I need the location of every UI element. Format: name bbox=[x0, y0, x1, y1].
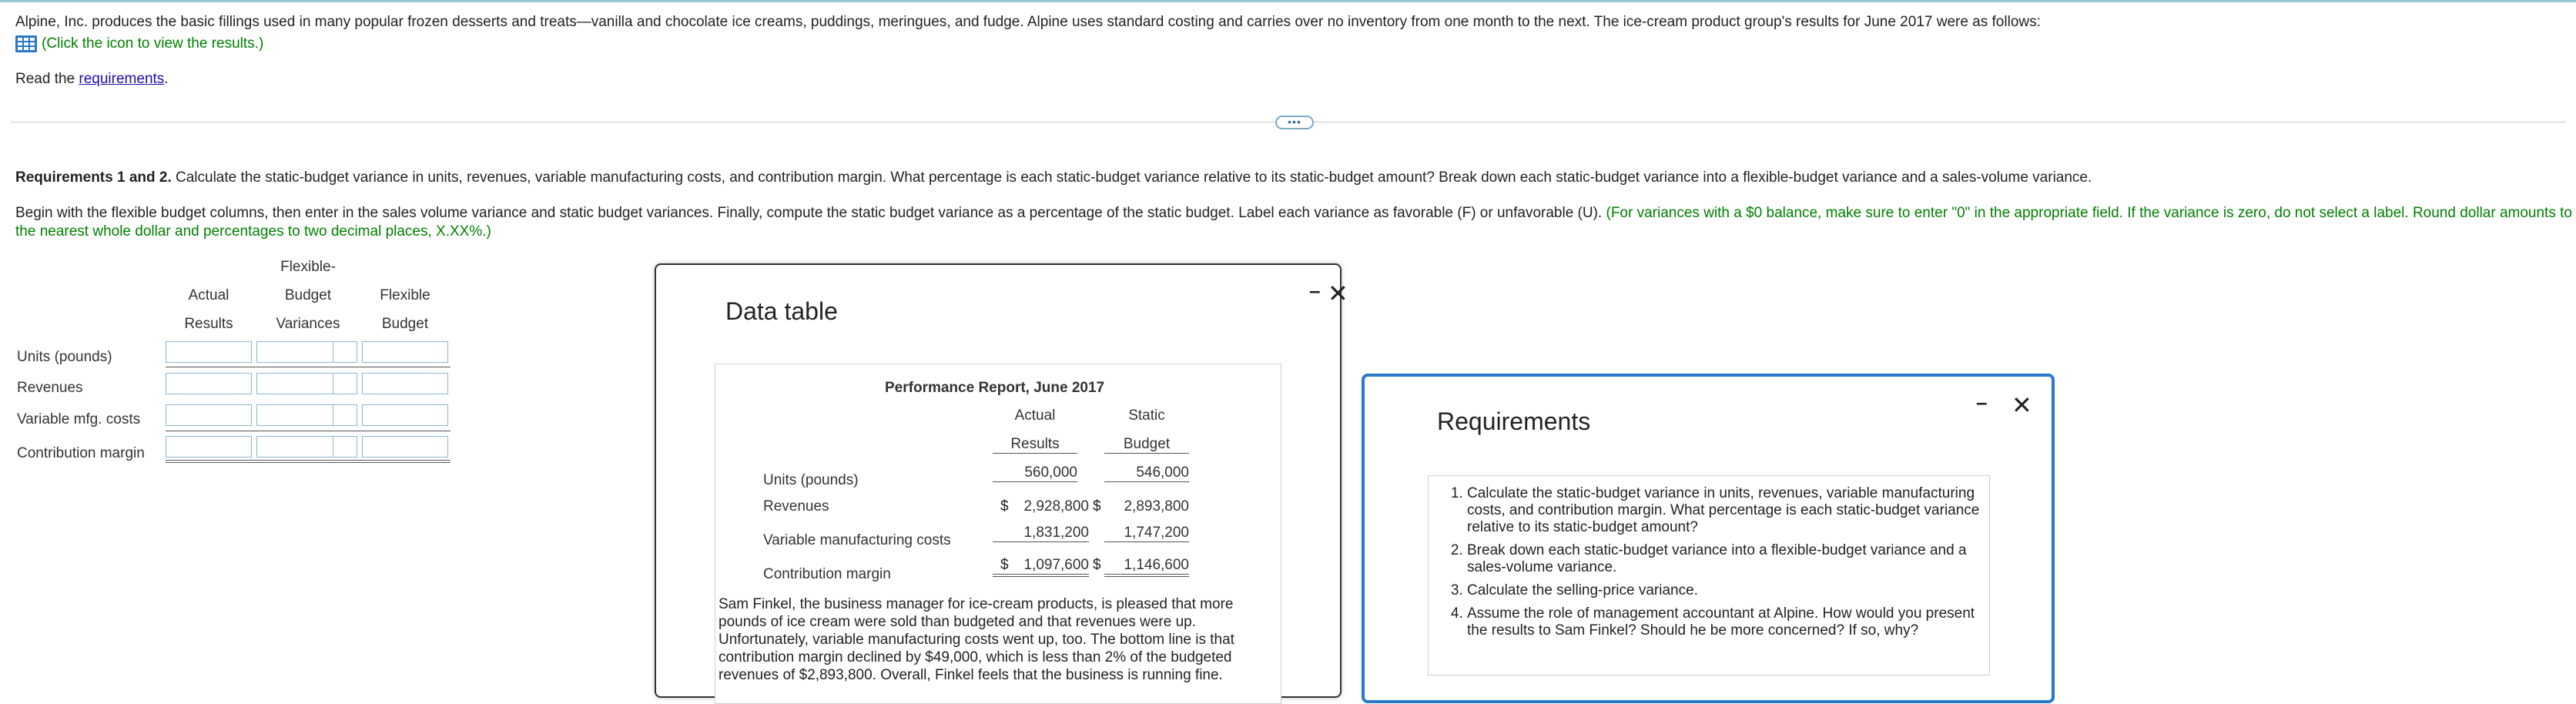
requirements-label: Requirements 1 and 2. bbox=[15, 169, 172, 186]
requirements-link[interactable]: requirements bbox=[79, 71, 165, 87]
actual-cm-input[interactable] bbox=[166, 436, 252, 458]
report-budget-value: 1,747,200 bbox=[1104, 525, 1189, 542]
read-prefix: Read the bbox=[15, 71, 79, 87]
report-row-label: Contribution margin bbox=[763, 566, 891, 582]
view-results-link[interactable] bbox=[15, 35, 263, 52]
fbv-units-input[interactable] bbox=[256, 341, 343, 363]
report-actual-value: 2,928,800 bbox=[1023, 498, 1089, 515]
col-header-flex-1: Flexible bbox=[380, 287, 430, 303]
flex-cm-input[interactable] bbox=[362, 436, 448, 458]
col-header-actual-2: Results bbox=[184, 316, 233, 332]
report-row-label: Units (pounds) bbox=[763, 472, 859, 488]
performance-report-panel bbox=[715, 364, 1281, 704]
requirement-item: 3. Calculate the selling-price variance. bbox=[1467, 582, 1989, 599]
flex-revenues-input[interactable] bbox=[362, 373, 448, 394]
row-label-units: Units (pounds) bbox=[17, 349, 112, 365]
fbv-cm-label-select[interactable] bbox=[333, 436, 357, 458]
data-table-title: Data table bbox=[725, 297, 838, 325]
close-icon[interactable]: ✕ bbox=[2012, 391, 2032, 419]
requirement-item: 2. Break down each static-budget variance into a flexible-budget variance and a sales-volume variance. bbox=[1467, 542, 1989, 576]
requirements-body: Calculate the static-budget variance in units, revenues, variable manufacturing costs, and contribution margin. What percentage is each static-budget variance relative to its static-budget amount? Break down each static-budget variance into a flexible-budget variance and a sales-volume variance. bbox=[171, 169, 2092, 186]
requirement-item: 1. Calculate the static-budget variance in units, revenues, variable manufacturing costs, and contribution margin. What percentage is each static-budget variance relative to its static-budget amount? bbox=[1467, 485, 1989, 536]
requirement-item: 4. Assume the role of management accountant at Alpine. How would you present the results to Sam Finkel? Should he be more concerned? If so, why? bbox=[1467, 605, 1989, 639]
instructions-text bbox=[15, 204, 2572, 241]
col-header-fbv-3: Variances bbox=[276, 316, 340, 332]
expand-divider-button[interactable]: ••• bbox=[1275, 116, 1314, 129]
report-budget-value: 2,893,800 bbox=[1124, 498, 1189, 515]
row-label-contribution-margin: Contribution margin bbox=[17, 445, 145, 461]
actual-units-input[interactable] bbox=[166, 341, 252, 363]
fbv-units-label-select[interactable] bbox=[333, 341, 357, 363]
report-currency: $ bbox=[1093, 557, 1101, 573]
total-double-rule bbox=[166, 460, 451, 463]
flex-varcost-input[interactable] bbox=[362, 404, 448, 426]
minimize-icon[interactable]: – bbox=[1976, 391, 1988, 414]
read-requirements bbox=[15, 71, 169, 88]
actual-revenues-input[interactable] bbox=[166, 373, 252, 394]
row-label-variable-costs: Variable mfg. costs bbox=[17, 411, 141, 427]
report-budget-value: 546,000 bbox=[1104, 464, 1189, 482]
table-grid-icon[interactable] bbox=[15, 35, 37, 52]
instructions-note: (For variances with a $0 balance, make sure to enter "0" in the appropriate field. If the variance is zero, do not select a label. Round dollar amounts to the nearest whole dollar and percentages to two decimal places, X.XX%.) bbox=[15, 205, 2572, 240]
fbv-revenues-label-select[interactable] bbox=[333, 373, 357, 394]
col-header-fbv-2: Budget bbox=[284, 287, 332, 303]
fbv-cm-input[interactable] bbox=[256, 436, 343, 458]
report-row-label: Revenues bbox=[763, 498, 829, 515]
requirements-panel bbox=[1428, 475, 1990, 676]
report-col-static-1: Static bbox=[1128, 407, 1165, 424]
report-currency: $ bbox=[1000, 498, 1009, 515]
col-header-actual-1: Actual bbox=[188, 287, 229, 303]
flex-units-input[interactable] bbox=[362, 341, 448, 363]
report-actual-value: 1,097,600 bbox=[993, 557, 1089, 577]
row-label-revenues: Revenues bbox=[17, 380, 83, 396]
report-actual-value: 560,000 bbox=[993, 464, 1077, 482]
minimize-icon[interactable]: – bbox=[1309, 279, 1321, 302]
report-col-static-2: Budget bbox=[1104, 436, 1189, 454]
requirements-list bbox=[1429, 485, 1989, 639]
instructions-body: Begin with the flexible budget columns, then enter in the sales volume variance and static budget variances. Finally, compute the static budget variance as a percentage of the static budget. Label each variance as favorable (F) or unfavorable (U). bbox=[15, 205, 1606, 221]
problem-intro: Alpine, Inc. produces the basic fillings used in many popular frozen desserts and treats—vanilla and chocolate ice creams, puddings, meringues, and fudge. Alpine uses standard costing and carries over no inventory from one month to the next. The ice-cream product group's results for June 2017 were as follows: bbox=[15, 14, 2041, 30]
col-header-fbv-1: Flexible- bbox=[280, 259, 336, 275]
report-narrative: Sam Finkel, the business manager for ice-cream products, is pleased that more pounds of ice cream were sold than budgeted and that revenues were up. Unfortunately, variable manufacturing costs went up, too. The bottom line is that contribution margin declined by $49,000, which is less than 2% of the budgeted revenues of $2,893,800. Overall, Finkel feels that the business is running fine. bbox=[719, 596, 1234, 683]
fbv-revenues-input[interactable] bbox=[256, 373, 343, 394]
col-header-flex-2: Budget bbox=[381, 316, 429, 332]
report-title: Performance Report, June 2017 bbox=[885, 380, 1105, 396]
report-currency: $ bbox=[1093, 498, 1101, 515]
read-suffix: . bbox=[164, 71, 169, 87]
requirements-1-2-text bbox=[15, 169, 2572, 186]
report-col-actual-1: Actual bbox=[1014, 407, 1056, 424]
view-results-text[interactable]: (Click the icon to view the results.) bbox=[42, 35, 264, 52]
top-accent-line bbox=[0, 0, 2576, 2]
close-icon[interactable]: ✕ bbox=[1328, 280, 1348, 307]
report-budget-value: 1,146,600 bbox=[1104, 557, 1189, 577]
report-currency: $ bbox=[1000, 557, 1009, 573]
report-col-actual-2: Results bbox=[993, 436, 1077, 454]
requirements-title: Requirements bbox=[1437, 407, 1591, 435]
requirements-modal bbox=[1362, 374, 2055, 703]
actual-varcost-input[interactable] bbox=[166, 404, 252, 426]
report-row-label: Variable manufacturing costs bbox=[763, 532, 951, 548]
fbv-varcost-label-select[interactable] bbox=[333, 404, 357, 426]
fbv-varcost-input[interactable] bbox=[256, 404, 343, 426]
report-actual-value: 1,831,200 bbox=[993, 525, 1089, 542]
data-table-modal bbox=[655, 263, 1348, 698]
